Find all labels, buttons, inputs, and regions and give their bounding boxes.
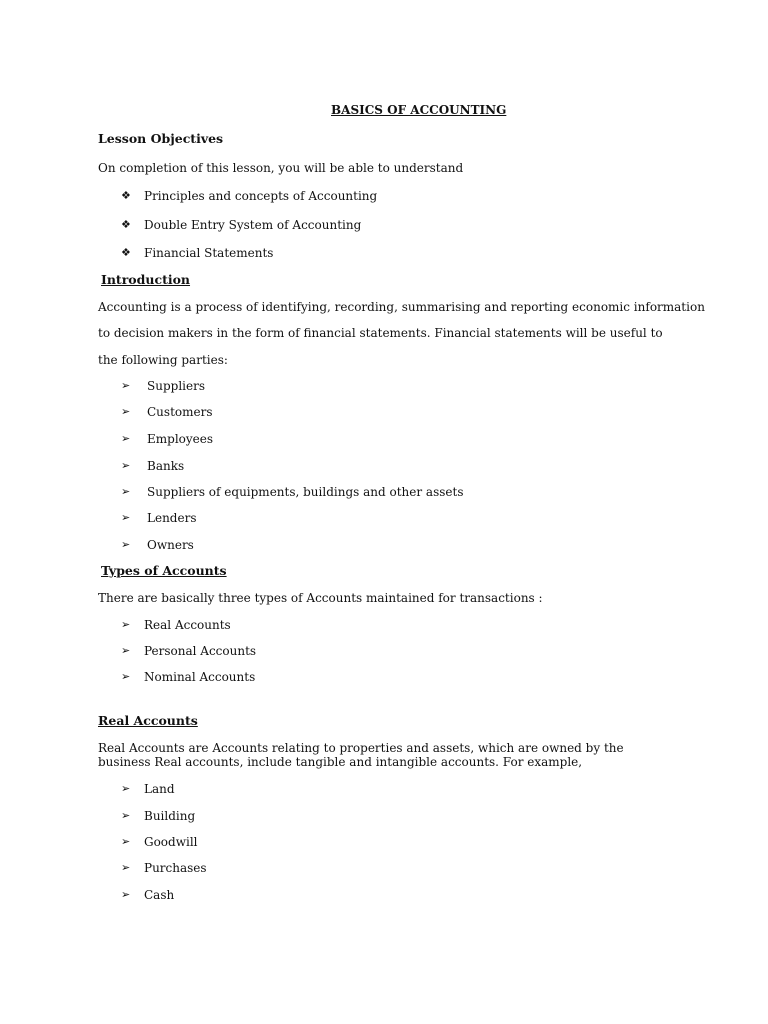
objective-item: Double Entry System of Accounting [144, 218, 362, 232]
arrow-bullet-icon: ➢ [121, 782, 131, 795]
arrow-bullet-icon: ➢ [121, 511, 131, 524]
arrow-bullet-icon: ➢ [121, 405, 131, 418]
diamond-bullet-icon: ❖ [121, 218, 131, 231]
diamond-bullet-icon: ❖ [121, 189, 131, 202]
party-item: Lenders [147, 511, 197, 525]
objective-item: Principles and concepts of Accounting [144, 189, 378, 203]
party-item: Banks [147, 459, 185, 473]
arrow-bullet-icon: ➢ [121, 861, 131, 874]
objectives-intro: On completion of this lesson, you will be able to understand [98, 161, 464, 175]
introduction-line: to decision makers in the form of financial statements. Financial statements will be useful to [98, 326, 663, 340]
introduction-line: Accounting is a process of identifying, recording, summarising and reporting economic information [98, 300, 705, 314]
arrow-bullet-icon: ➢ [121, 618, 131, 631]
party-item: Suppliers [147, 379, 205, 393]
party-item: Customers [147, 405, 213, 419]
account-type-item: Real Accounts [144, 618, 231, 632]
account-type-item: Nominal Accounts [144, 670, 256, 684]
real-account-item: Goodwill [144, 835, 198, 849]
types-intro: There are basically three types of Accounts maintained for transactions : [98, 591, 543, 605]
arrow-bullet-icon: ➢ [121, 835, 131, 848]
arrow-bullet-icon: ➢ [121, 379, 131, 392]
arrow-bullet-icon: ➢ [121, 459, 131, 472]
arrow-bullet-icon: ➢ [121, 809, 131, 822]
account-type-item: Personal Accounts [144, 644, 257, 658]
real-account-item: Land [144, 782, 175, 796]
objective-item: Financial Statements [144, 246, 274, 260]
real-account-item: Building [144, 809, 196, 823]
types-heading: Types of Accounts [101, 563, 227, 578]
introduction-heading: Introduction [101, 272, 191, 287]
real-accounts-text: Real Accounts are Accounts relating to properties and assets, which are owned by the business Real accounts, include tangible and intangible accounts. For example, [98, 741, 624, 769]
party-item: Suppliers of equipments, buildings and other assets [147, 485, 464, 499]
real-account-item: Cash [144, 888, 175, 902]
introduction-line: the following parties: [98, 353, 228, 367]
party-item: Owners [147, 538, 194, 552]
real-account-item: Purchases [144, 861, 207, 875]
party-item: Employees [147, 432, 214, 446]
arrow-bullet-icon: ➢ [121, 888, 131, 901]
arrow-bullet-icon: ➢ [121, 538, 131, 551]
arrow-bullet-icon: ➢ [121, 485, 131, 498]
arrow-bullet-icon: ➢ [121, 670, 131, 683]
objectives-heading: Lesson Objectives [98, 131, 224, 146]
arrow-bullet-icon: ➢ [121, 432, 131, 445]
document-title: BASICS OF ACCOUNTING [331, 103, 507, 117]
arrow-bullet-icon: ➢ [121, 644, 131, 657]
real-accounts-heading: Real Accounts [98, 713, 198, 728]
diamond-bullet-icon: ❖ [121, 246, 131, 259]
